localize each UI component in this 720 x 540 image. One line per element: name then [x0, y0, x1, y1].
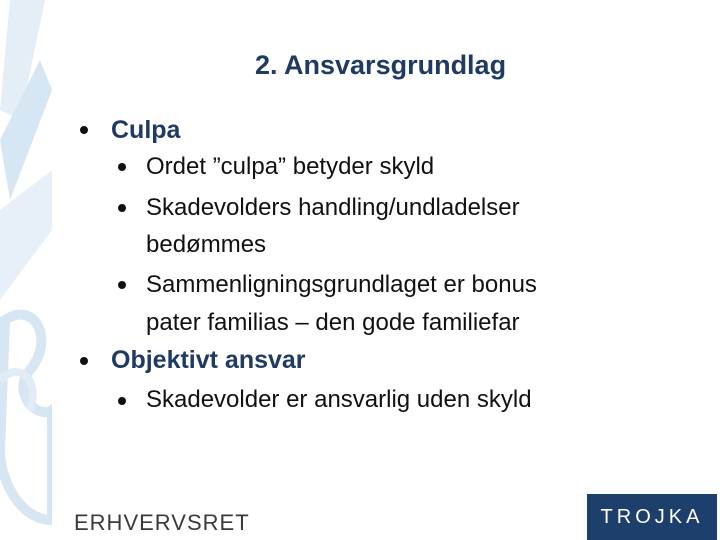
bullet-sammenligningsgrundlaget: Sammenligningsgrundlaget er bonus — [146, 271, 537, 298]
bullet-skadevolder-ansvarlig: Skadevolder er ansvarlig uden skyld — [146, 386, 532, 413]
bullet-ordet-culpa: Ordet ”culpa” betyder skyld — [146, 153, 435, 180]
bullet-dot — [118, 204, 126, 212]
bullet-skadevolders-handling: Skadevolders handling/undladelser — [146, 194, 520, 221]
bullet-pater-familias: pater familias – den gode familiefar — [146, 309, 520, 336]
bullet-dot — [118, 397, 126, 405]
bullet-dot — [80, 357, 88, 365]
bullet-bedommes: bedømmes — [146, 231, 267, 258]
footer-brand: ERHVERVSRET — [74, 510, 250, 535]
bullet-culpa: Culpa — [111, 116, 181, 144]
bullet-dot — [80, 126, 88, 134]
bullet-dot — [118, 281, 126, 289]
slide-title: 2. Ansvarsgrundlag — [255, 50, 507, 80]
bullet-objektivt-ansvar: Objektivt ansvar — [111, 346, 306, 374]
bullet-dot — [118, 163, 126, 171]
trojka-logo: TROJKA — [587, 494, 717, 540]
decorative-side-graphic — [0, 0, 52, 540]
